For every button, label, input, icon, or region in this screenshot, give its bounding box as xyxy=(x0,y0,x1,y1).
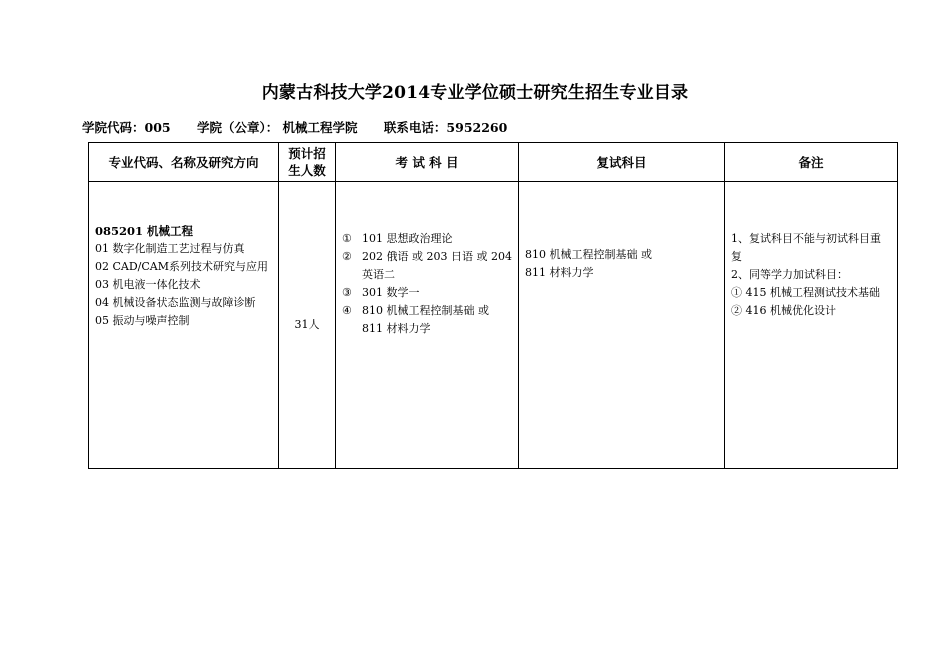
table-header-row xyxy=(89,143,898,182)
count-cell xyxy=(279,182,336,469)
direction-item: 01 数字化制造工艺过程与仿真 xyxy=(95,242,245,255)
exam-item xyxy=(342,248,514,284)
header-count xyxy=(279,143,336,182)
exam-number-spacer xyxy=(342,320,362,338)
exam-subject: 202 俄语 或 203 日语 或 204 英语二 xyxy=(362,250,512,281)
exam-item xyxy=(342,230,514,248)
header-exam: 考 试 科 目 xyxy=(336,143,519,182)
direction-item: 04 机械设备状态监测与故障诊断 xyxy=(95,296,256,309)
college-name: 学院（公章）： 机械工程学院 xyxy=(196,120,358,135)
header-count-line1: 预计招 xyxy=(288,146,326,161)
notes-cell xyxy=(725,182,898,469)
exam-subject-continued: 811 材料力学 xyxy=(362,322,431,335)
exam-number: ① xyxy=(342,232,352,245)
college-code: 学院代码：005 xyxy=(82,120,171,135)
note-item: 1、复试科目不能与初试科目重复 xyxy=(731,232,881,263)
table-row xyxy=(89,182,898,469)
note-item: ① 415 机械工程测试技术基础 xyxy=(731,286,880,299)
major-code: 085201 机械工程 xyxy=(95,224,194,238)
header-major: 专业代码、名称及研究方向 xyxy=(89,143,279,182)
enrollment-count: 31人 xyxy=(294,318,320,331)
exam-subject: 810 机械工程控制基础 或 xyxy=(362,304,489,317)
direction-item: 03 机电液一体化技术 xyxy=(95,278,201,291)
retest-subject: 810 机械工程控制基础 或 xyxy=(525,248,652,261)
exam-number: ③ xyxy=(342,286,352,299)
header-notes: 备注 xyxy=(725,143,898,182)
exam-item xyxy=(342,302,514,320)
college-info-line xyxy=(82,118,507,136)
direction-item: 05 振动与噪声控制 xyxy=(95,314,190,327)
major-catalog-table xyxy=(88,142,898,469)
exam-subject: 101 思想政治理论 xyxy=(362,232,453,245)
exam-item xyxy=(342,320,514,338)
note-item: ② 416 机械优化设计 xyxy=(731,304,836,317)
contact-phone: 联系电话：5952260 xyxy=(383,120,508,135)
document-title: 内蒙古科技大学2014专业学位硕士研究生招生专业目录 xyxy=(261,83,689,103)
direction-item: 02 CAD/CAM系列技术研究与应用 xyxy=(95,260,269,273)
header-retest: 复试科目 xyxy=(519,143,725,182)
major-cell xyxy=(89,182,279,469)
retest-cell xyxy=(519,182,725,469)
exam-number: ② xyxy=(342,250,352,263)
exam-number: ④ xyxy=(342,304,352,317)
header-count-line2: 生人数 xyxy=(288,163,326,178)
exam-item xyxy=(342,284,514,302)
note-item: 2、同等学力加试科目： xyxy=(731,268,848,281)
exam-subject: 301 数学一 xyxy=(362,286,420,299)
exam-cell xyxy=(336,182,519,469)
retest-subject: 811 材料力学 xyxy=(525,266,594,279)
